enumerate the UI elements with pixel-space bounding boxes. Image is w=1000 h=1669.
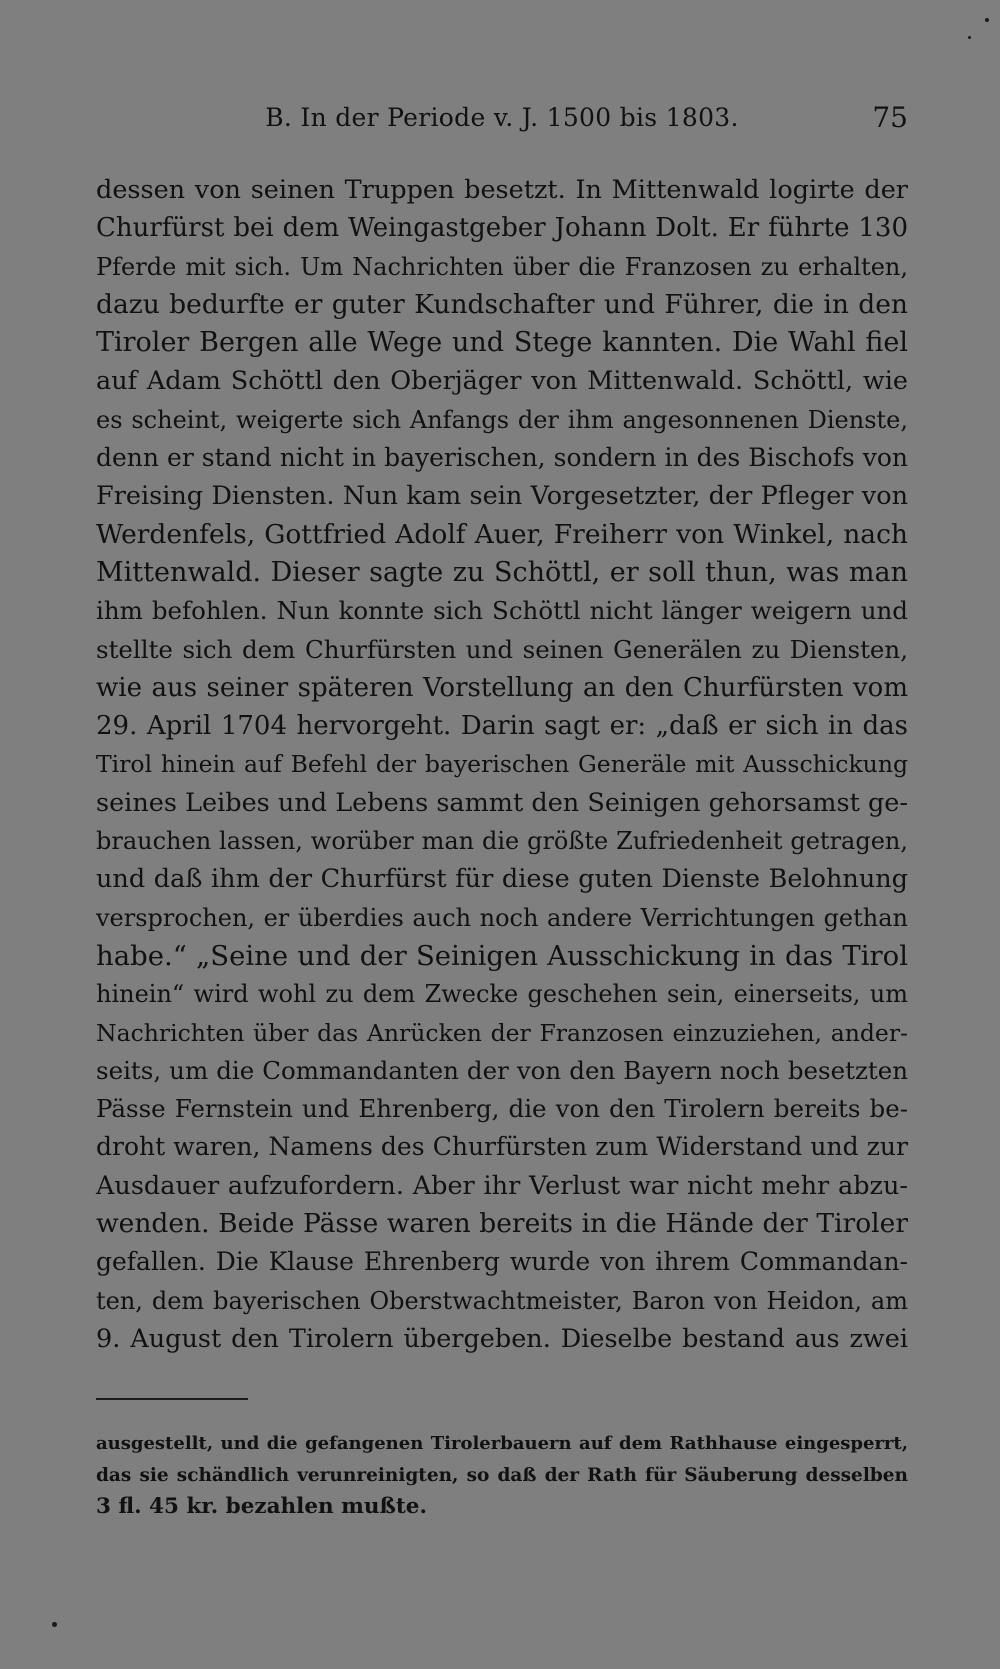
footnote <box>96 1428 908 1523</box>
running-head-title: B. In der Periode v. J. 1500 bis 1803. <box>265 103 739 132</box>
text-line: Tirol hinein auf Befehl der bayerischen Generäle mit Ausschickung <box>96 750 908 779</box>
text-line: denn er stand nicht in bayerischen, sondern in des Bischofs von <box>96 443 908 473</box>
text-line: dazu bedurfte er guter Kundschafter und Führer, die in den <box>96 288 908 320</box>
text-line: 29. April 1704 hervorgeht. Darin sagt er: „daß er sich in das <box>96 711 908 742</box>
text-line: versprochen, er überdies auch noch andere Verrichtungen gethan <box>96 903 908 932</box>
footnote-line: das sie schändlich verunreinigten, so daß der Rath für Säuberung desselben <box>96 1464 908 1486</box>
text-line: ihm befohlen. Nun konnte sich Schöttl nicht länger weigern und <box>96 596 908 626</box>
text-line: auf Adam Schöttl den Oberjäger von Mittenwald. Schöttl, wie <box>96 366 908 397</box>
text-line: Freising Diensten. Nun kam sein Vorgesetzter, der Pfleger von <box>96 481 908 512</box>
main-text <box>96 171 908 1358</box>
text-line: brauchen lassen, worüber man die größte Zufriedenheit getragen, <box>96 827 908 856</box>
text-line: dessen von seinen Truppen besetzt. In Mittenwald logirte der <box>96 175 908 205</box>
text-line: Ausdauer aufzufordern. Aber ihr Verlust war nicht mehr abzu- <box>96 1170 908 1201</box>
footnote-line: 3 fl. 45 kr. bezahlen mußte. <box>96 1494 427 1519</box>
paper-speck <box>52 1622 57 1627</box>
paper-speck <box>985 18 989 22</box>
text-line: ten, dem bayerischen Oberstwachtmeister, Baron von Heidon, am <box>96 1286 908 1315</box>
text-line: seines Leibes und Lebens sammt den Seinigen gehorsamst ge- <box>96 787 908 818</box>
text-line: habe.“ „Seine und der Seinigen Ausschickung in das Tirol <box>96 939 908 972</box>
text-line: Tiroler Bergen alle Wege und Stege kannten. Die Wahl fiel <box>96 327 908 359</box>
running-head <box>96 98 908 138</box>
text-line: Pferde mit sich. Um Nachrichten über die Franzosen zu erhalten, <box>96 252 908 281</box>
text-line: Werdenfels, Gottfried Adolf Auer, Freiherr von Winkel, nach <box>96 518 908 550</box>
text-line: stellte sich dem Churfürsten und seinen Generälen zu Diensten, <box>96 634 908 664</box>
text-line: Nachrichten über das Anrücken der Franzosen einzuziehen, ander- <box>96 1018 908 1047</box>
text-line: 9. August den Tirolern übergeben. Dieselbe bestand aus zwei <box>96 1323 908 1354</box>
text-line: hinein“ wird wohl zu dem Zwecke geschehen sein, einerseits, um <box>96 980 908 1009</box>
footnote-line: ausgestellt, und die gefangenen Tirolerbauern auf dem Rathhause eingesperrt, <box>96 1433 908 1454</box>
paper-speck <box>968 36 971 39</box>
text-line: es scheint, weigerte sich Anfangs der ihm angesonnenen Dienste, <box>96 405 908 434</box>
text-line: droht waren, Namens des Churfürsten zum Widerstand und zur <box>96 1132 908 1162</box>
text-line: gefallen. Die Klause Ehrenberg wurde von ihrem Commandan- <box>96 1247 908 1277</box>
text-line: Pässe Fernstein und Ehrenberg, die von den Tirolern bereits be- <box>96 1094 908 1124</box>
text-line: wenden. Beide Pässe waren bereits in die Hände der Tiroler <box>96 1208 908 1240</box>
text-line: und daß ihm der Churfürst für diese guten Dienste Belohnung <box>96 864 908 895</box>
text-line: wie aus seiner späteren Vorstellung an den Churfürsten vom <box>96 672 908 703</box>
page-number: 75 <box>872 101 908 134</box>
text-line: Churfürst bei dem Weingastgeber Johann Dolt. Er führte 130 <box>96 213 908 244</box>
text-line: Mittenwald. Dieser sagte zu Schöttl, er soll thun, was man <box>96 556 908 588</box>
footnote-rule <box>96 1398 248 1400</box>
text-line: seits, um die Commandanten der von den Bayern noch besetzten <box>96 1055 908 1085</box>
